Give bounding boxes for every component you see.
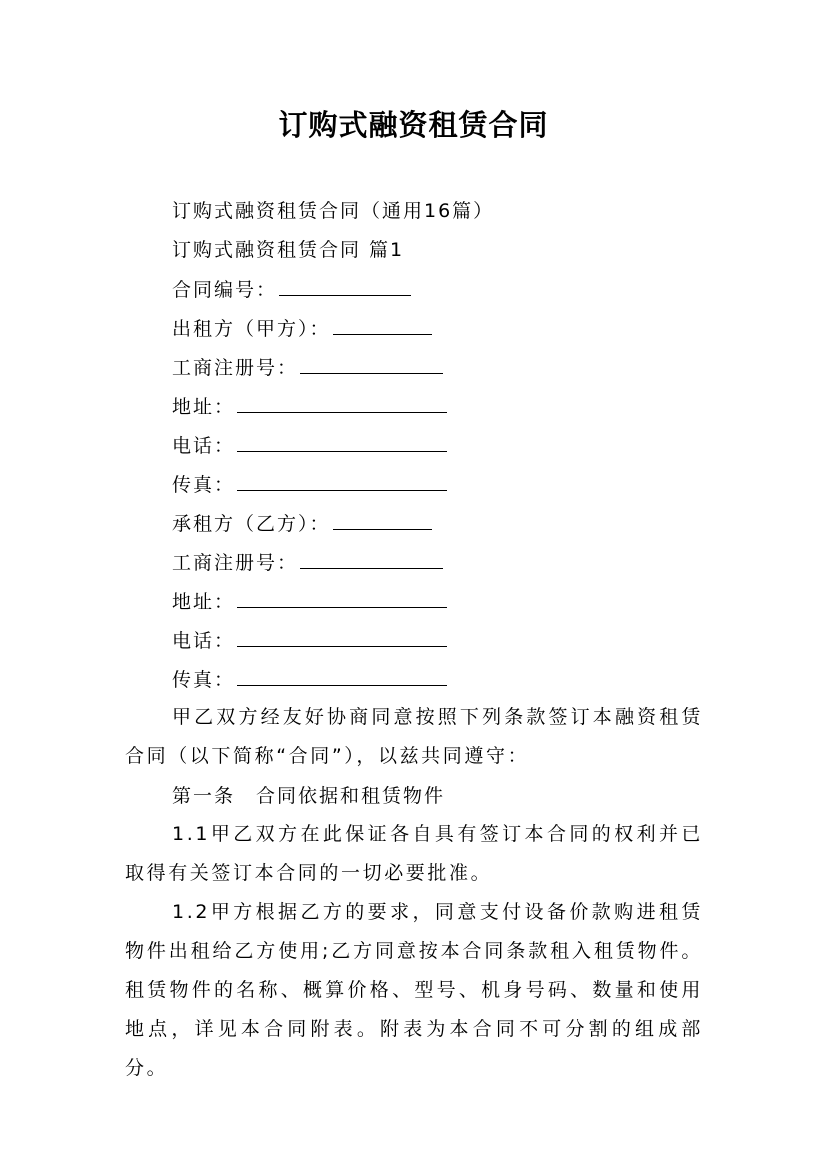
lessee-phone-row (172, 628, 447, 653)
lessee-fax-label: 传真： (172, 669, 236, 691)
lessee-fax-row (172, 667, 447, 692)
lessor-phone-label: 电话： (172, 435, 236, 457)
lessor-label: 出租方（甲方）： (172, 318, 331, 340)
contract-number-row (172, 277, 411, 302)
clause-1-2: 1.2甲方根据乙方的要求，同意支付设备价款购进租赁物件出租给乙方使用;乙方同意按本合同条款租入租赁物件。租赁物件的名称、概算价格、型号、机身号码、数量和使用地点，详见本合同附表。附表为本合同不可分割的组成部分。 (125, 901, 703, 1079)
contract-number-label: 合同编号： (172, 279, 278, 301)
lessee-address-row (172, 589, 447, 614)
lessee-reg-label: 工商注册号： (172, 552, 299, 574)
section-heading: 订购式融资租赁合同 篇1 (172, 239, 405, 261)
lessee-phone-blank (237, 628, 447, 647)
lessor-address-row (172, 394, 447, 419)
lessor-reg-row (172, 355, 443, 380)
lessor-reg-blank (300, 355, 443, 374)
lessee-phone-label: 电话： (172, 630, 236, 652)
lessor-address-label: 地址： (172, 396, 236, 418)
lessee-fax-blank (237, 667, 447, 686)
document-subtitle: 订购式融资租赁合同（通用16篇） (172, 200, 495, 222)
lessee-reg-blank (300, 550, 443, 569)
article-1-heading: 第一条 合同依据和租赁物件 (172, 785, 446, 807)
lessor-phone-row (172, 433, 447, 458)
lessor-reg-label: 工商注册号： (172, 357, 299, 379)
lessee-address-blank (237, 589, 447, 608)
lessor-fax-label: 传真： (172, 474, 236, 496)
contract-number-blank (279, 277, 411, 296)
lessor-fax-row (172, 472, 447, 497)
lessee-label: 承租方（乙方）： (172, 513, 331, 535)
lessor-phone-blank (237, 433, 447, 452)
intro-paragraph: 甲乙双方经友好协商同意按照下列条款签订本融资租赁合同（以下简称“合同”），以兹共同遵守： (125, 706, 703, 767)
lessor-row (172, 316, 432, 341)
lessor-blank (333, 316, 432, 335)
document-title: 订购式融资租赁合同 (278, 108, 549, 142)
lessee-row (172, 511, 432, 536)
lessee-reg-row (172, 550, 443, 575)
lessee-address-label: 地址： (172, 591, 236, 613)
lessee-blank (333, 511, 432, 530)
lessor-address-blank (237, 394, 447, 413)
lessor-fax-blank (237, 472, 447, 491)
clause-1-1: 1.1甲乙双方在此保证各自具有签订本合同的权利并已取得有关签订本合同的一切必要批准。 (125, 823, 703, 884)
